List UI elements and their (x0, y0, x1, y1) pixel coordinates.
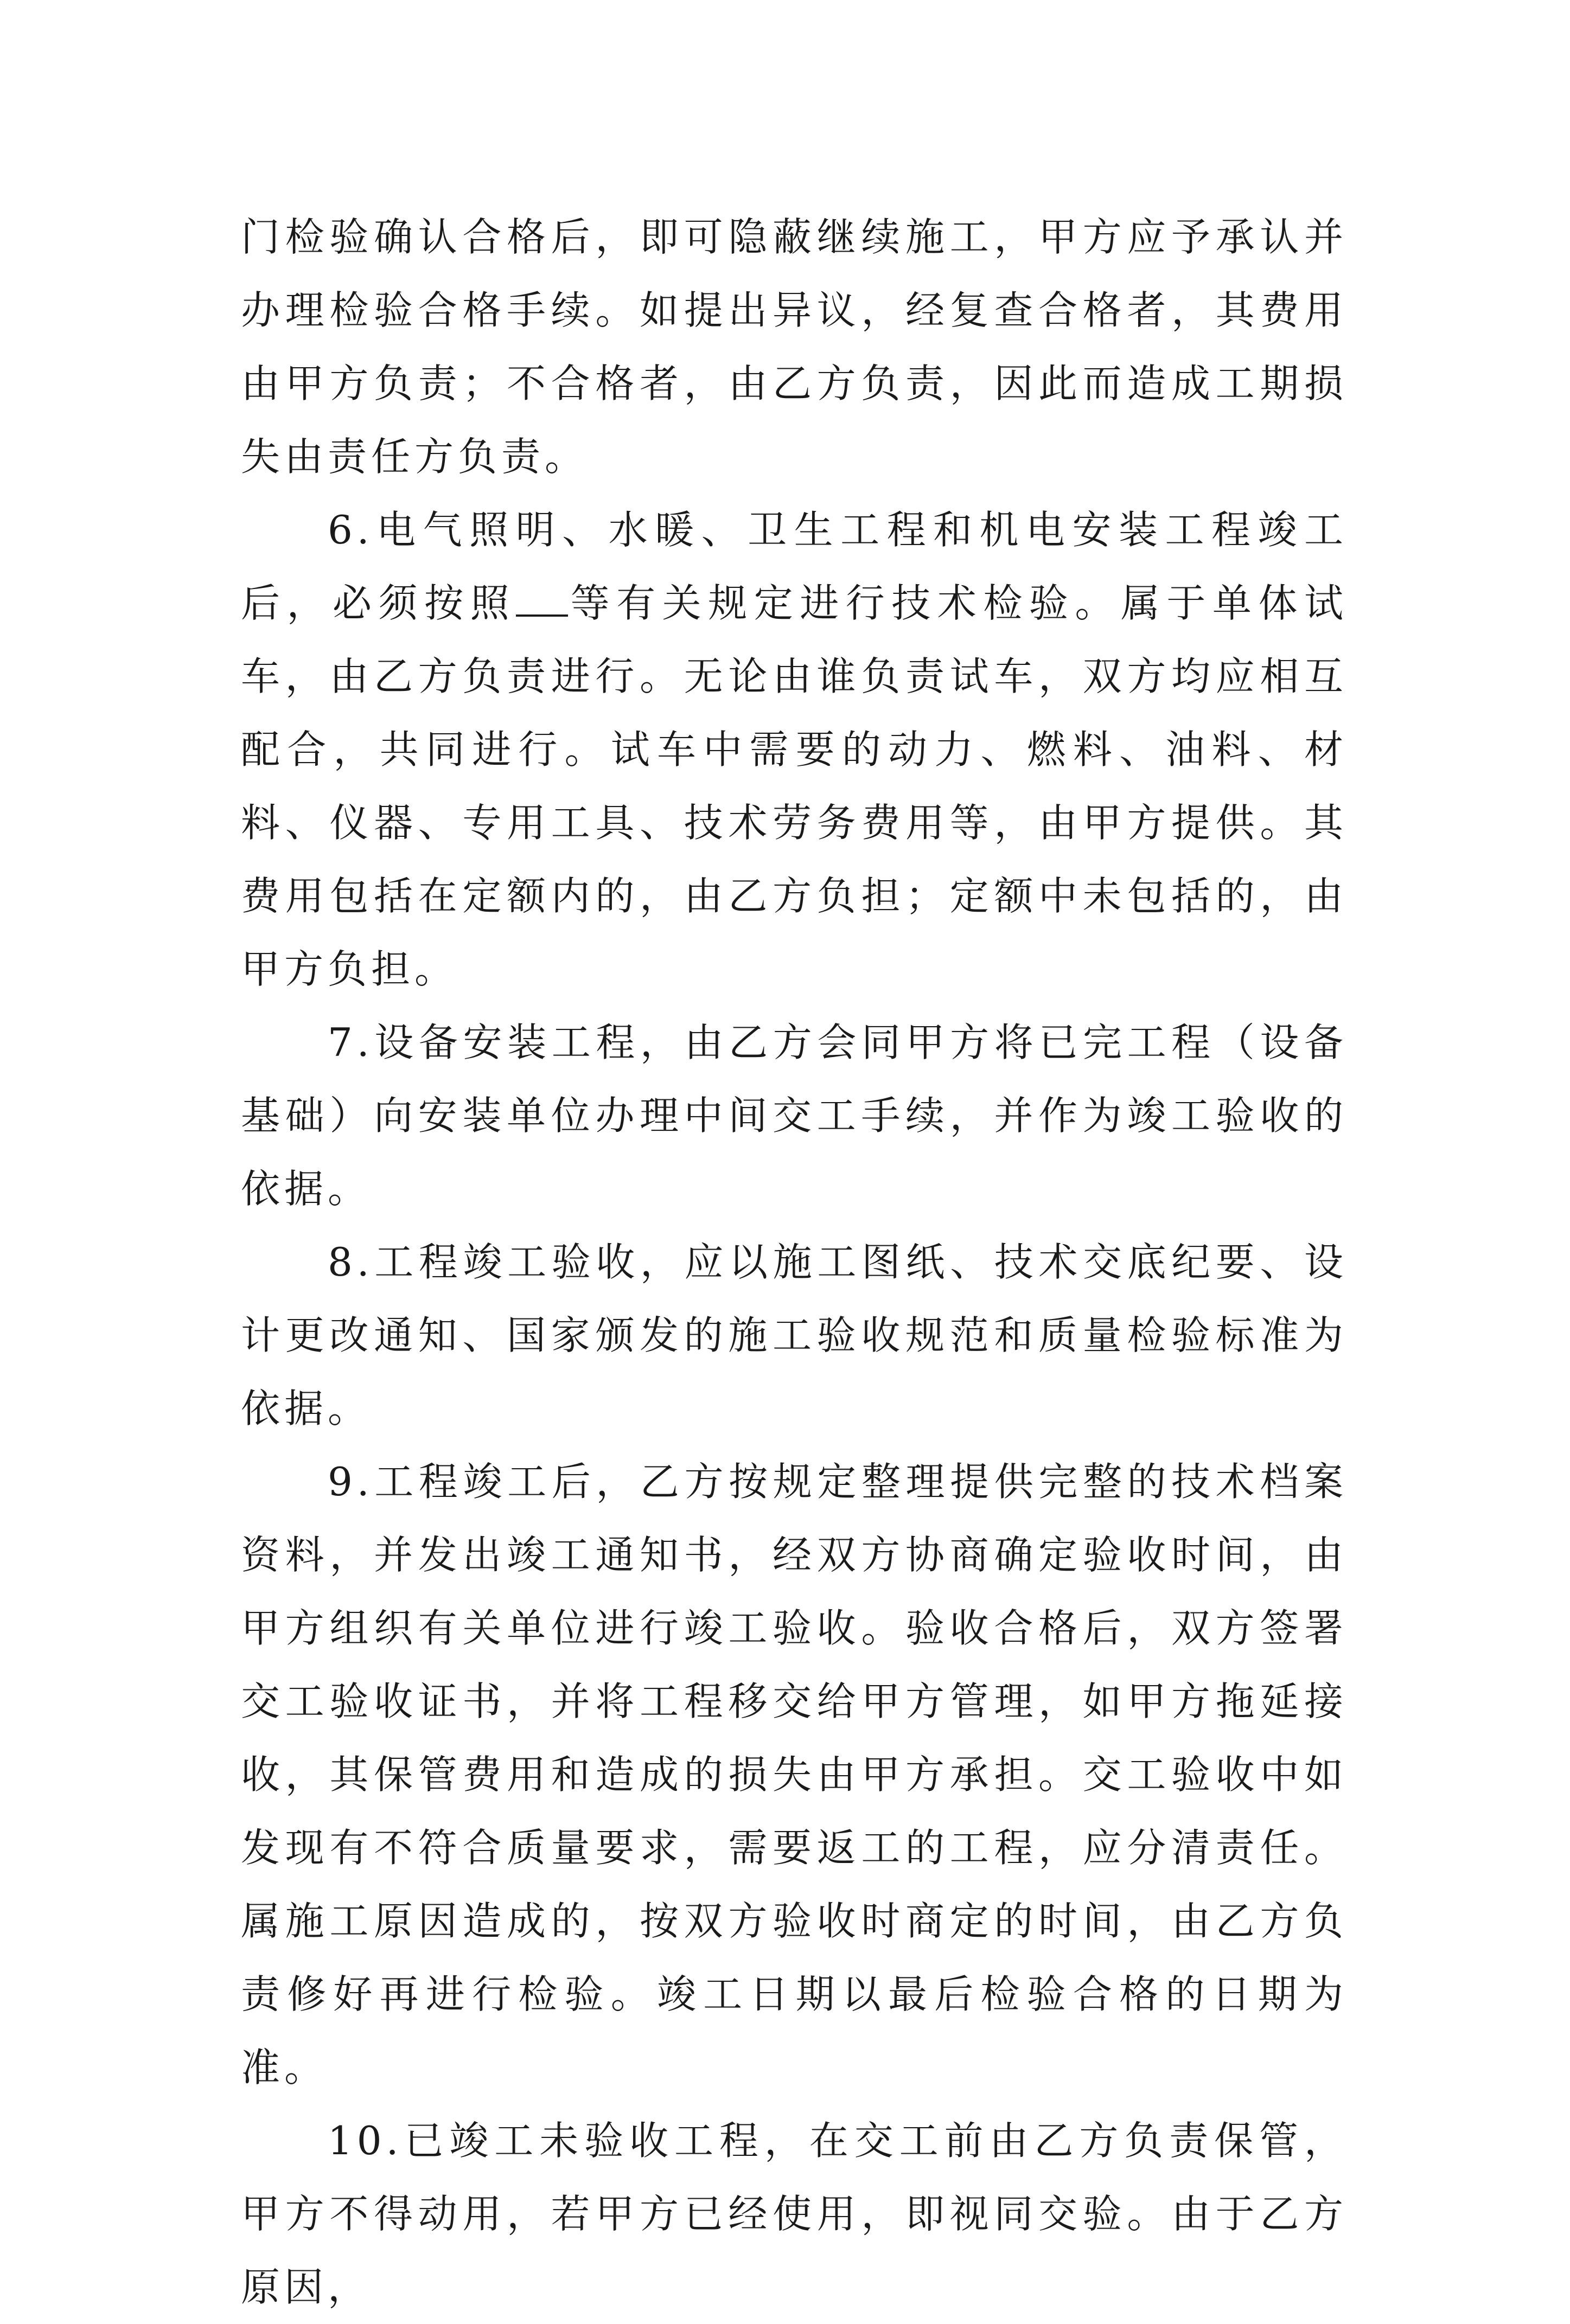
paragraph-clause-10: 10.已竣工未验收工程，在交工前由乙方负责保管，甲方不得动用，若甲方已经使用，即视同交验。由于乙方原因， (241, 2118, 1348, 2310)
paragraph-clause-7: 7.设备安装工程，由乙方会同甲方将已完工程（设备基础）向安装单位办理中间交工手续，并作为竣工验收的依据。 (241, 1020, 1348, 1212)
paragraph-clause-6 (241, 494, 1348, 1006)
clause-6-text-after: 等有关规定进行技术检验。属于单体试车，由乙方负责进行。无论由谁负责试车，双方均应相互配合，共同进行。试车中需要的动力、燃料、油料、材料、仪器、专用工具、技术劳务费用等，由甲方提供。其费用包括在定额内的，由乙方负担；定额中未包括的，由甲方负担。 (241, 580, 1348, 992)
clause-6-text-before: 6.电气照明、水暖、卫生工程和机电安装工程竣工后，必须按照 (241, 507, 1348, 626)
contract-body-text (241, 201, 1348, 2324)
paragraph-clause-8: 8.工程竣工验收，应以施工图纸、技术交底纪要、设计更改通知、国家颁发的施工验收规范和质量检验标准为依据。 (241, 1239, 1348, 1431)
fill-in-blank (516, 582, 568, 617)
paragraph-clause-9: 9.工程竣工后，乙方按规定整理提供完整的技术档案资料，并发出竣工通知书，经双方协商确定验收时间，由甲方组织有关单位进行竣工验收。验收合格后，双方签署交工验收证书，并将工程移交给甲方管理，如甲方拖延接收，其保管费用和造成的损失由甲方承担。交工验收中如发现有不符合质量要求，需要返工的工程，应分清责任。属施工原因造成的，按双方验收时商定的时间，由乙方负责修好再进行检验。竣工日期以最后检验合格的日期为准。 (241, 1459, 1348, 2090)
paragraph-continued: 门检验确认合格后，即可隐蔽继续施工，甲方应予承认并办理检验合格手续。如提出异议，经复查合格者，其费用由甲方负责；不合格者，由乙方负责，因此而造成工期损失由责任方负责。 (241, 214, 1348, 479)
